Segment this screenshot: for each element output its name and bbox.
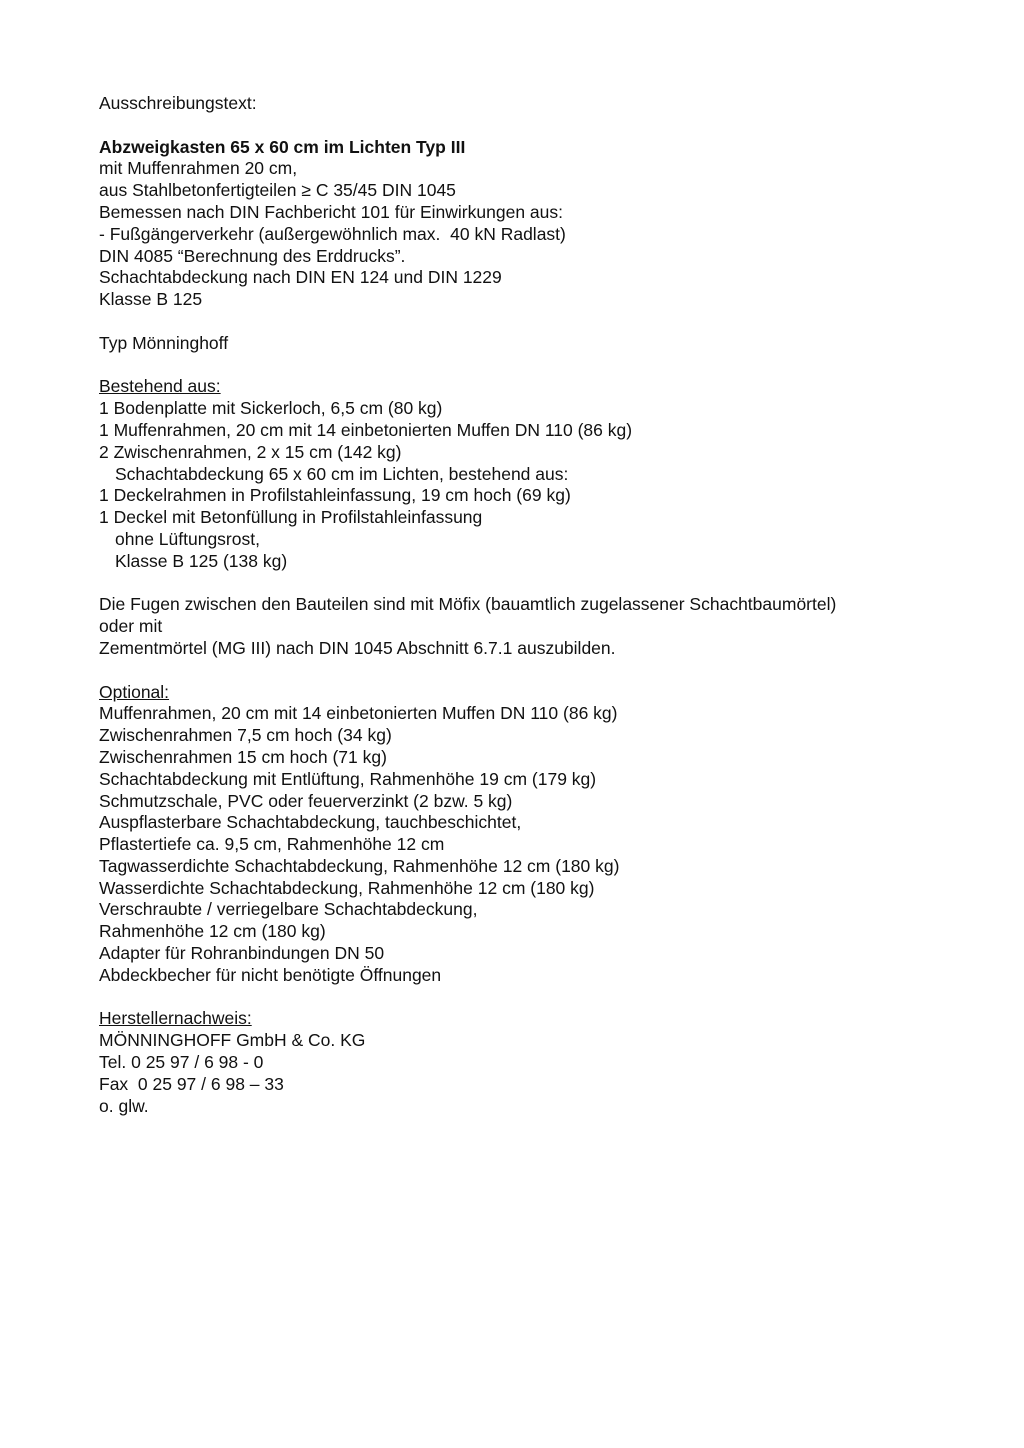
manufacturer-name: MÖNNINGHOFF GmbH & Co. KG: [99, 1030, 366, 1051]
intro-label: Ausschreibungstext:: [99, 93, 257, 113]
optional-item: Zwischenrahmen 15 cm hoch (71 kg): [99, 746, 387, 767]
component-item: Klasse B 125 (138 kg): [115, 550, 288, 571]
components-heading: Bestehend aus:: [99, 376, 221, 397]
joints-line: Zementmörtel (MG III) nach DIN 1045 Abschnitt 6.7.1 auszubilden.: [99, 637, 616, 658]
optional-item: Abdeckbecher für nicht benötigte Öffnungen: [99, 964, 442, 985]
component-item: 1 Muffenrahmen, 20 cm mit 14 einbetonierten Muffen DN 110 (86 kg): [99, 419, 633, 440]
spacer: [99, 987, 979, 1009]
spec-title: Abzweigkasten 65 x 60 cm im Lichten Typ III: [99, 136, 466, 157]
optional-item: Schmutzschale, PVC oder feuerverzinkt (2 bzw. 5 kg): [99, 790, 513, 811]
spec-line: Bemessen nach DIN Fachbericht 101 für Einwirkungen aus:: [99, 201, 563, 222]
manufacturer-fax: Fax 0 25 97 / 6 98 – 33: [99, 1073, 284, 1094]
manufacturer-equivalent: o. glw.: [99, 1095, 149, 1116]
optional-item: Verschraubte / verriegelbare Schachtabdeckung,: [99, 899, 478, 920]
spec-line: Klasse B 125: [99, 289, 203, 310]
optional-item: Auspflasterbare Schachtabdeckung, tauchbeschichtet,: [99, 812, 522, 833]
spec-line: Schachtabdeckung nach DIN EN 124 und DIN 1229: [99, 267, 502, 288]
optional-item: Tagwasserdichte Schachtabdeckung, Rahmenhöhe 12 cm (180 kg): [99, 855, 620, 876]
component-item: 2 Zwischenrahmen, 2 x 15 cm (142 kg): [99, 441, 402, 462]
component-item: 1 Deckelrahmen in Profilstahleinfassung, 19 cm hoch (69 kg): [99, 485, 571, 506]
optional-heading: Optional:: [99, 681, 170, 702]
document-page: [99, 93, 979, 1117]
spec-line: mit Muffenrahmen 20 cm,: [99, 158, 298, 179]
optional-item: Rahmenhöhe 12 cm (180 kg): [99, 921, 326, 942]
optional-item: Adapter für Rohranbindungen DN 50: [99, 943, 385, 964]
joints-line: Die Fugen zwischen den Bauteilen sind mit Möfix (bauamtlich zugelassener Schachtbaumörtel): [99, 594, 837, 615]
spec-line: aus Stahlbetonfertigteilen ≥ C 35/45 DIN 1045: [99, 180, 456, 201]
optional-item: Schachtabdeckung mit Entlüftung, Rahmenhöhe 19 cm (179 kg): [99, 768, 597, 789]
optional-item: Muffenrahmen, 20 cm mit 14 einbetonierten Muffen DN 110 (86 kg): [99, 703, 618, 724]
component-item: 1 Bodenplatte mit Sickerloch, 6,5 cm (80 kg): [99, 398, 443, 419]
manufacturer-phone: Tel. 0 25 97 / 6 98 - 0: [99, 1052, 264, 1073]
spacer: [99, 355, 979, 377]
component-item: ohne Lüftungsrost,: [115, 528, 260, 549]
spec-line: DIN 4085 “Berechnung des Erddrucks”.: [99, 245, 406, 266]
spec-line: - Fußgängerverkehr (außergewöhnlich max. 40 kN Radlast): [99, 223, 566, 244]
component-item: 1 Deckel mit Betonfüllung in Profilstahleinfassung: [99, 507, 483, 528]
joints-line: oder mit: [99, 616, 163, 637]
manufacturer-heading: Herstellernachweis:: [99, 1008, 252, 1029]
spacer: [99, 660, 979, 682]
spacer: [99, 115, 979, 137]
optional-item: Pflastertiefe ca. 9,5 cm, Rahmenhöhe 12 cm: [99, 834, 445, 855]
optional-item: Zwischenrahmen 7,5 cm hoch (34 kg): [99, 725, 392, 746]
optional-item: Wasserdichte Schachtabdeckung, Rahmenhöhe 12 cm (180 kg): [99, 877, 595, 898]
type-line: Typ Mönninghoff: [99, 332, 229, 353]
spacer: [99, 573, 979, 595]
spacer: [99, 311, 979, 333]
component-item: Schachtabdeckung 65 x 60 cm im Lichten, bestehend aus:: [115, 463, 569, 484]
